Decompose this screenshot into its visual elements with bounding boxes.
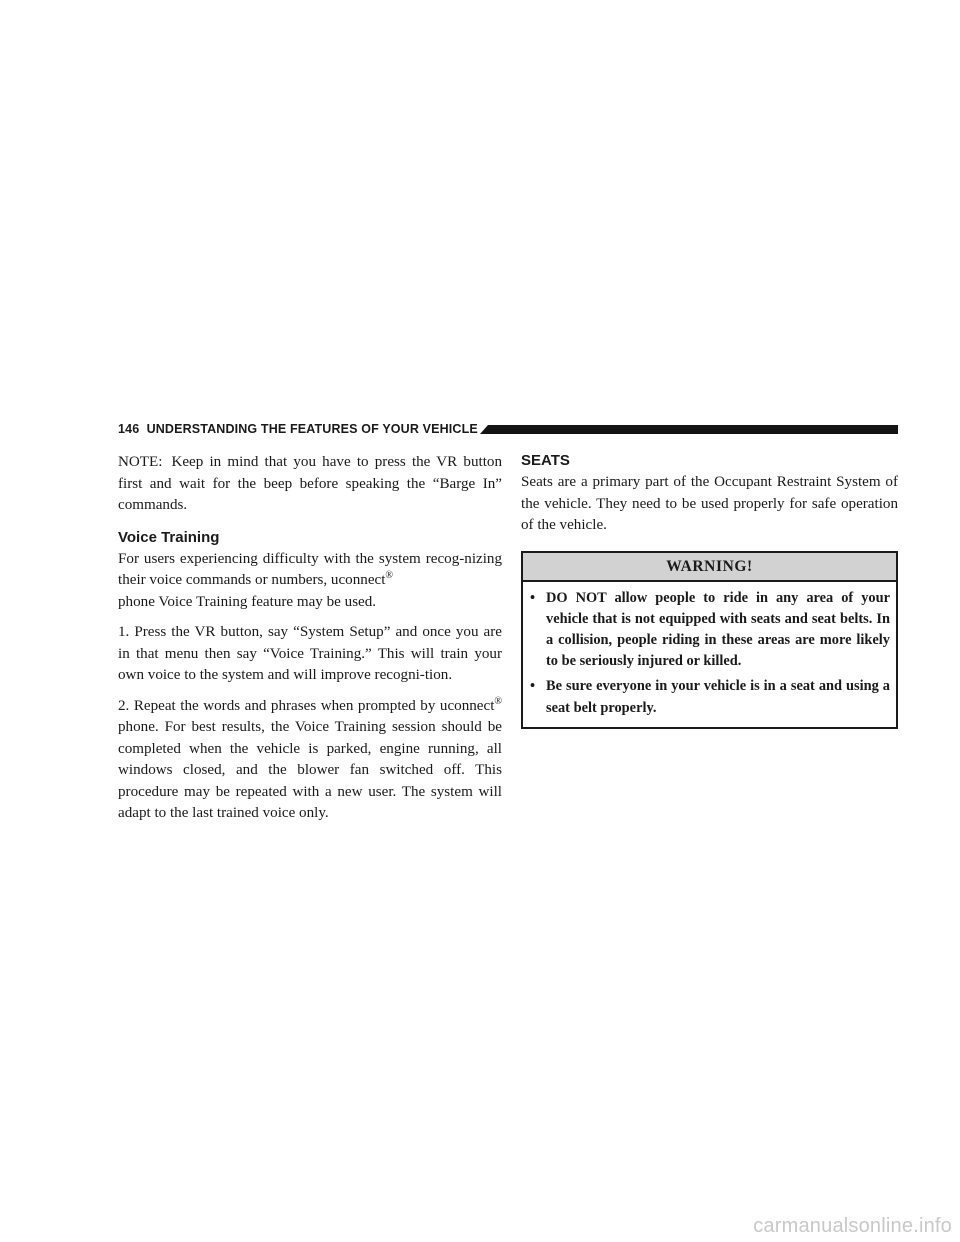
left-column: [118, 452, 502, 834]
registered-mark: ®: [385, 569, 394, 581]
note-text: Keep in mind that you have to press the VR button first and wait for the beep before speaking the “Barge In” commands.: [118, 454, 502, 513]
step-1: 1. Press the VR button, say “System Setup” and once you are in that menu then say “Voice Training.” This will train your own voice to the system and will improve recogni-tion.: [118, 624, 502, 683]
intro-text-start: For users experiencing difficulty with the system recog-nizing their voice commands or numbers, uconnect: [118, 550, 502, 588]
voice-training-heading: Voice Training: [118, 528, 220, 546]
watermark-logo: carmanualsonline.info: [753, 1215, 952, 1237]
note-label: NOTE:: [118, 454, 163, 470]
page-number: 146: [118, 422, 140, 436]
note-paragraph: [118, 452, 502, 517]
warning-text: Be sure everyone in your vehicle is in a seat and using a seat belt properly.: [546, 678, 890, 716]
bullet-icon: •: [530, 589, 536, 606]
header-bar: [488, 425, 898, 434]
running-header: [118, 421, 478, 437]
intro-text-end: phone Voice Training feature may be used.: [118, 593, 377, 610]
warning-item: [529, 588, 890, 673]
registered-mark: ®: [494, 695, 502, 707]
seats-heading: SEATS: [521, 452, 570, 469]
page-header: [118, 421, 898, 437]
section-title: UNDERSTANDING THE FEATURES OF YOUR VEHICLE: [146, 422, 478, 436]
step-2-text-start: 2. Repeat the words and phrases when prompted by uconnect: [118, 697, 495, 714]
warning-text: DO NOT allow people to ride in any area of your vehicle that is not equipped with seats and seat belts. In a collision, people riding in these areas are more likely to be seriously injured or killed.: [546, 589, 890, 670]
warning-list: [523, 582, 896, 727]
warning-title: WARNING!: [523, 553, 896, 582]
warning-item: [529, 676, 890, 718]
seats-intro: Seats are a primary part of the Occupant Restraint System of the vehicle. They need to be used properly for safe operation of the vehicle.: [521, 474, 898, 533]
warning-box: [521, 551, 898, 729]
bullet-icon: •: [530, 678, 536, 695]
step-2: [118, 696, 502, 825]
step-2-text-end: phone. For best results, the Voice Training session should be completed when the vehicle is parked, engine running, all windows closed, and the blower fan switched off. This procedure may be repeated with a new user. The system will adapt to the last trained voice only.: [118, 719, 502, 821]
voice-training-intro: [118, 549, 502, 614]
right-column: [521, 452, 898, 729]
